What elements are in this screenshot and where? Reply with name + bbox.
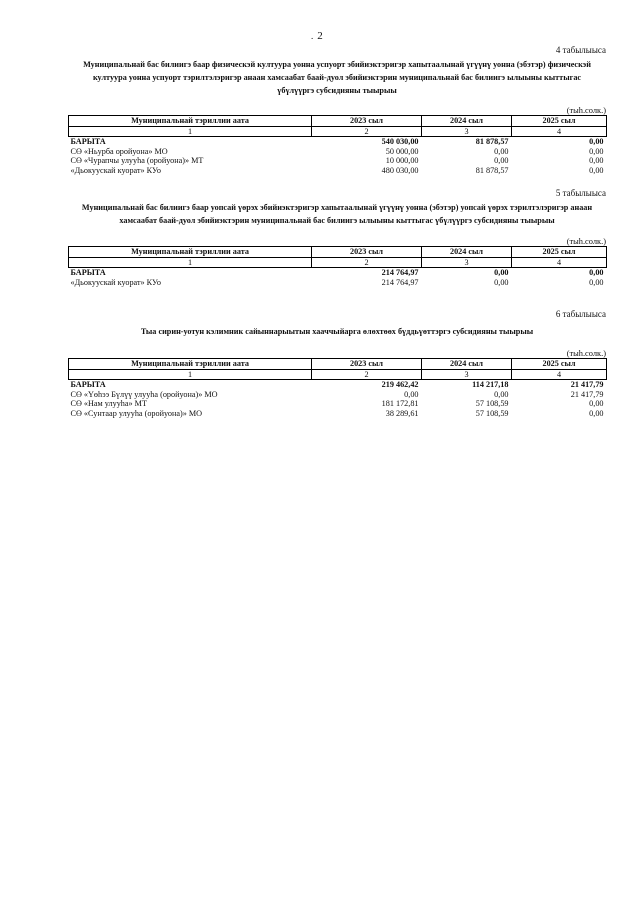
table-row [69, 409, 607, 419]
value-2024: 0,00 [494, 268, 509, 277]
column-number-row [69, 126, 607, 137]
value-2024: 0,00 [494, 389, 509, 399]
row-name: «Дьокуускай куорат» КУо [70, 165, 161, 175]
col-number: 2 [312, 126, 422, 137]
value-2025: 21 417,79 [570, 389, 604, 399]
total-row [69, 380, 607, 390]
col-number: 3 [422, 257, 512, 268]
table-row [69, 278, 607, 288]
table-title: Муниципальнай бас билиигэ баар физическэй култуура уонна успуорт эбийиэктэригэр хапытаалынай үгүүнү уонна (эбэтэр) физическэй култуура уонна успуорт тэрилтэлэригэр анаан хамсаабат баай-дуол эбийиэктэрин муниципальнай бас билиигэ ылыыны кыттыгас үбүлүүргэ субсидияны тыырыы [83, 60, 591, 95]
col-number: 3 [422, 126, 512, 137]
value-2023: 0,00 [404, 389, 419, 399]
value-2023: 214 764,97 [381, 277, 419, 287]
value-2024: 0,00 [494, 146, 509, 156]
value-2024: 57 108,59 [475, 408, 509, 418]
value-2024: 57 108,59 [475, 399, 509, 408]
value-2025: 0,00 [589, 408, 604, 418]
value-2023: 540 030,00 [381, 137, 419, 146]
value-2024: 81 878,57 [475, 137, 509, 146]
value-2025: 0,00 [589, 277, 604, 287]
table-row [69, 390, 607, 400]
value-2023: 50 000,00 [385, 146, 419, 156]
col-number: 1 [69, 369, 312, 380]
col-number: 4 [512, 126, 607, 137]
value-2025: 0,00 [589, 165, 604, 175]
col-header-2025: 2025 сыл [512, 116, 607, 127]
data-table [68, 246, 607, 287]
table-row [69, 147, 607, 157]
row-name: «Дьокуускай куорат» КУо [70, 277, 161, 287]
value-2025: 0,00 [589, 399, 604, 408]
row-name: СӨ «Ньурба оройуона» МО [70, 146, 168, 156]
col-header-2024: 2024 сыл [422, 247, 512, 258]
col-number: 2 [312, 369, 422, 380]
col-header-2024: 2024 сыл [422, 359, 512, 370]
table-title: Муниципальнай бас билиигэ баар уопсай үөрэх эбийиэктэригэр хапытаалынай үгүүнү уонна (эбэтэр) уопсай үөрэх тэрилтэлэригэр анаан хамсаабат баай-дуол эбийиэктэрин муниципальнай бас билиигэ ылыыны кыттыгас үбүлүүргэ субсидияны тыырыы [81, 203, 593, 225]
value-2025: 0,00 [589, 146, 604, 156]
units-label: (тыһ.солк.) [566, 106, 606, 115]
col-number: 2 [312, 257, 422, 268]
table-section-5 [68, 188, 606, 287]
col-number: 3 [422, 369, 512, 380]
value-2023: 219 462,42 [381, 380, 419, 389]
total-row [69, 137, 607, 147]
column-number-row [69, 257, 607, 268]
value-2024: 0,00 [494, 277, 509, 287]
value-2023: 10 000,00 [385, 156, 419, 165]
value-2023: 214 764,97 [381, 268, 419, 277]
row-name: СӨ «Үөһээ Бүлүү улууһа (оройуона)» МО [70, 389, 218, 399]
table-row [69, 156, 607, 166]
table-section-4 [68, 45, 606, 175]
row-name: СӨ «Нам улууһа» МТ [70, 399, 147, 408]
row-name: СӨ «Сунтаар улууһа (оройуона)» МО [70, 408, 203, 418]
value-2025: 0,00 [589, 137, 604, 146]
col-header-name: Муниципальнай тэриллии аата [69, 359, 312, 370]
row-name: БАРЫТА [70, 380, 106, 389]
col-header-name: Муниципальнай тэриллии аата [69, 116, 312, 127]
col-number: 4 [512, 369, 607, 380]
units-label: (тыһ.солк.) [566, 237, 606, 246]
header-row [69, 247, 607, 258]
table-number: 5 табылыыса [555, 188, 606, 198]
table-number: 6 табылыыса [555, 309, 606, 319]
table-section-6 [68, 309, 606, 418]
table-title: Тыа сирин-уотун кэлимник сайыннарыытын хааччыйарга өлөхтөөх бүддьүөттэргэ субсидияны тыырыы [140, 327, 534, 336]
col-header-2023: 2023 сыл [312, 359, 422, 370]
value-2024: 81 878,57 [475, 165, 509, 175]
col-header-2025: 2025 сыл [512, 247, 607, 258]
col-number: 1 [69, 126, 312, 137]
col-header-2023: 2023 сыл [312, 116, 422, 127]
value-2024: 0,00 [494, 156, 509, 165]
table-row [69, 166, 607, 176]
value-2025: 0,00 [589, 268, 604, 277]
col-header-2023: 2023 сыл [312, 247, 422, 258]
table-number: 4 табылыыса [555, 45, 606, 55]
value-2024: 114 217,18 [472, 380, 509, 389]
col-header-2025: 2025 сыл [512, 359, 607, 370]
row-name: СӨ «Чурапчы улууһа (оройуона)» МТ [70, 156, 204, 165]
header-row [69, 116, 607, 127]
table-row [69, 399, 607, 409]
data-table [68, 358, 607, 418]
header-row [69, 359, 607, 370]
scan-mark: . [311, 31, 314, 41]
row-name: БАРЫТА [70, 137, 106, 146]
column-number-row [69, 369, 607, 380]
col-header-2024: 2024 сыл [422, 116, 512, 127]
value-2023: 181 172,81 [381, 399, 419, 408]
col-number: 1 [69, 257, 312, 268]
page-number: 2 [317, 30, 323, 42]
value-2025: 21 417,79 [570, 380, 604, 389]
value-2023: 38 289,61 [385, 408, 419, 418]
total-row [69, 268, 607, 278]
row-name: БАРЫТА [70, 268, 106, 277]
value-2025: 0,00 [589, 156, 604, 165]
value-2023: 480 030,00 [381, 165, 419, 175]
col-number: 4 [512, 257, 607, 268]
data-table [68, 115, 607, 175]
units-label: (тыһ.солк.) [566, 349, 606, 358]
col-header-name: Муниципальнай тэриллии аата [69, 247, 312, 258]
